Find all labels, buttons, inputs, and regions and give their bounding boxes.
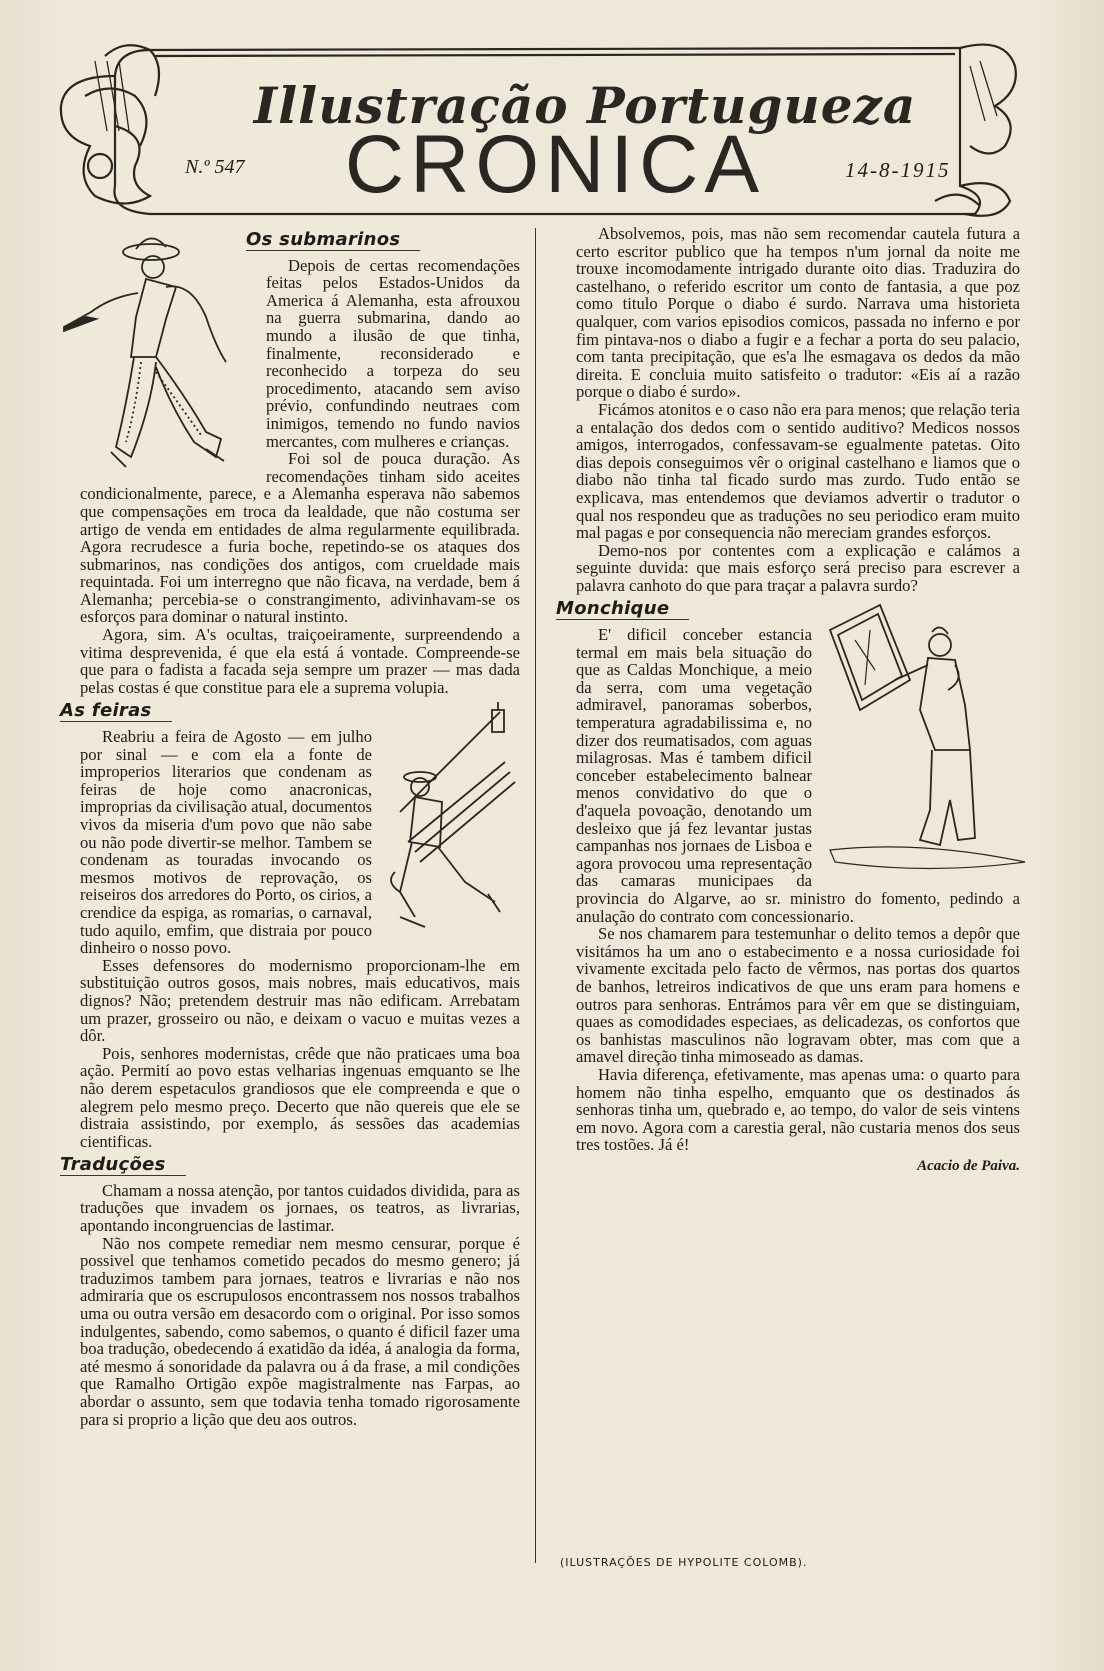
section-heading-submarinos: Os submarinos: [246, 231, 420, 251]
paragraph: E' dificil conceber estancia termal em mais bela situação do que as Caldas Monchique, a meio da serra, com uma vegetação admiravel, panoramas soberbos, temperatura agradabilissima e, no dizer dos reumatisados, com aguas milagrosas. Mas é tambem dificil conceber estabelecimento balnear menos convidativo do que o d'aquela povoação, denotando um desleixo que já fez levantar justas campanhas nos jornaes de Lisboa e agora provocou uma representação das camaras municipaes da provincia do Algarve, ao sr. ministro do fomento, pedindo a anulação do contrato com concessionario.: [576, 625, 1020, 926]
paragraph: Absolvemos, pois, mas não sem recomendar cautela futura a certo escritor publico que ha tempos n'um jornal da noite me trouxe incomodamente intrigado durante oito dias. Traduzira do castelhano, o referido escritor um conto de fantasia, a que poz como titulo Porque o diabo é surdo. Narrava uma historieta qualquer, com varios episodios comicos, passada no inferno e por fim pintava-nos o diabo a fugir e a fechar a porta do seu palacio, com tanta precipitação, que es'a lhe esmagava os dedos da mão direita. E concluia muito satisfeito o tradutor: «Eis aí a razão porque o diabo é surdo».: [576, 224, 1020, 402]
left-column: [60, 225, 520, 1429]
man-with-lantern-pole-illustration: [380, 702, 530, 947]
woman-holding-mirror-illustration: [820, 600, 1030, 880]
magazine-title: Illustração Portugueza: [253, 76, 917, 135]
illustration-credit: (ILUSTRAÇÕES DE HYPOLITE COLOMB).: [560, 1556, 808, 1569]
author-signature: Acacio de Paiva.: [917, 1157, 1020, 1174]
paragraph: Se nos chamarem para testemunhar o delito temos a depôr que visitámos ha um ano o estabecimento e a nossa curiosidade foi vivamente excitada pelo facto de vêrmos, nas portas dos quartos de banhos, letreiros indicativos de que uns eram para homens e outros para senhoras. Entrámos para vêr em que se distinguiam, quaes as comodidades especiaes, as delicadezas, os confortos que os banhistas masculinos não logravam obter, mas com que a amavel direção tinha mimoseado as damas.: [576, 924, 1020, 1067]
paragraph: Chamam a nossa atenção, por tantos cuidados dividida, para as traduções que invadem os jornaes, os teatros, as livrarias, apontando incongruencias de lastimar.: [80, 1180, 520, 1236]
section-title: CRONICA: [344, 119, 766, 210]
column-divider: [535, 228, 536, 1563]
issue-date: 14-8-1915: [845, 158, 951, 182]
paragraph: Demo-nos por contentes com a explicação e calámos a seguinte duvida: que mais esforço será preciso para escrever a palavra canhoto do que para traçar a palavra surdo?: [576, 540, 1020, 595]
issue-number: N.º 547: [185, 156, 245, 178]
paragraph: Não nos compete remediar nem mesmo censurar, porque é possivel que tenhamos cometido pecados do mesmo genero; já traduzimos tambem para jornaes, teatros e livrarias e não nos admiraria que os escrupulosos encontrassem nos nossos trabalhos uma ou outra versão em desacordo com o original. Por isso somos indulgentes, sabendo, como sabemos, o quanto é dificil fazer uma boa tradução, obedecendo á exatidão da idéa, á analogia da forma, até mesmo á sonoridade da palavra ou á da frase, a mil condições que Ramalho Ortigão expõe magistralmente nas Farpas, ao abordar o assunto, sem que todavia tenha tomado rigorosamente para si proprio a lição que deu aos outros.: [80, 1233, 520, 1429]
paragraph: Esses defensores do modernismo proporcionam-lhe em substituição outros gosos, mais nobres, mais educativos, mais dignos? Não; pretendem destruir mas não edificam. Arrebatam um prazer, grosseiro ou não, e deixam o vacuo e muitas vezes a dôr.: [80, 955, 520, 1046]
paragraph: Ficámos atonitos e o caso não era para menos; que relação teria a entalação dos dedos com o sentido auditivo? Medicos nossos amigos, interrogados, confessavam-se egualmente patetas. Oito dias depois conseguimos vêr o original castelhano e liamos que o diabo não tinha tal ficado surdo mas zurdo. Tudo então se explicava, mas entendemos que deviamos advertir o tradutor o qual nos respondeu que as traduções no seu periodico eram muito mal pagas e por consequencia não mereciam grandes esforços.: [576, 399, 1020, 543]
paragraph: Havia diferença, efetivamente, mas apenas uma: o quarto para homem não tinha espelho, emquanto que os destinados ás senhoras tinha um, quebrado e, ao tempo, do valor de seis vintens em novo. Agora com a carestia geral, não custaria menos dos seus tres tostões. Já é!: [576, 1064, 1020, 1155]
fadista-with-knife-illustration: [56, 227, 256, 477]
paragraph: Foi sol de pouca duração. As recomendações tinham sido aceites condicionalmente, parece, e a Alemanha esperava não sabemos que compensações em troca da lealdade, que não costuma ser artigo de venda em entidades de alma regularmente equilibrada. Agora recrudesce a furia boche, repetindo-se os ataques dos submarinos, nas condições dos antigos, com crueldade mais requintada. Foi um interregno que não ficava, na verdade, bem á Alemanha; percebia-se o constrangimento, adivinhavam-se os esforços para dominar o natural instinto.: [80, 449, 520, 627]
section-heading-monchique: Monchique: [556, 600, 689, 620]
paragraph: Agora, sim. A's ocultas, traiçoeiramente, surpreendendo a vitima desprevenida, é que ela está á vontade. Compreende-se que para o fadista a facada seja sempre um prazer — mas dada pelas costas é que constitue para ele a suprema volupia.: [80, 625, 520, 697]
section-heading-feiras: As feiras: [60, 702, 172, 722]
right-column: [556, 224, 1020, 1175]
paragraph: Reabriu a feira de Agosto — em julho por sinal — e com ela a fonte de improperios literarios que condenam as feiras de hoje como anacronicas, improprias da civilisação atual, documentos vivos da miseria d'um povo que não sabe ou não pode divertir-se melhor. Tambem se condenam as touradas invocando os mesmos motivos de reprovação, os reiseiros dos arredores do Porto, os cirios, a crendice da espiga, as romarias, o carnaval, tudo aquilo, emfim, que distraia por pouco dinheiro o nosso povo.: [80, 727, 372, 958]
section-heading-traducoes: Traduções: [60, 1156, 186, 1176]
masthead: [55, 36, 1025, 221]
paragraph: Depois de certas recomendações feitas pelos Estados-Unidos da America á Alemanha, esta afrouxou na guerra submarina, dando ao mundo a ilusão de que tinha, finalmente, reconsiderado e reconhecido a torpeza do seu procedimento, atacando sem aviso prévio, confundindo neutraes com inimigos, temendo no fundo navios mercantes, com mulheres e crianças.: [266, 255, 520, 451]
paragraph: Pois, senhores modernistas, crêde que não praticaes uma boa ação. Permití ao povo estas velharias ingenuas emquanto se lhe não derem espetaculos grandiosos que ele compreenda e que o alegrem pelo mesmo preço. Decerto que não quereis que ele se distraia assistindo, por exemplo, ás sessões das academias cientificas.: [80, 1043, 520, 1151]
